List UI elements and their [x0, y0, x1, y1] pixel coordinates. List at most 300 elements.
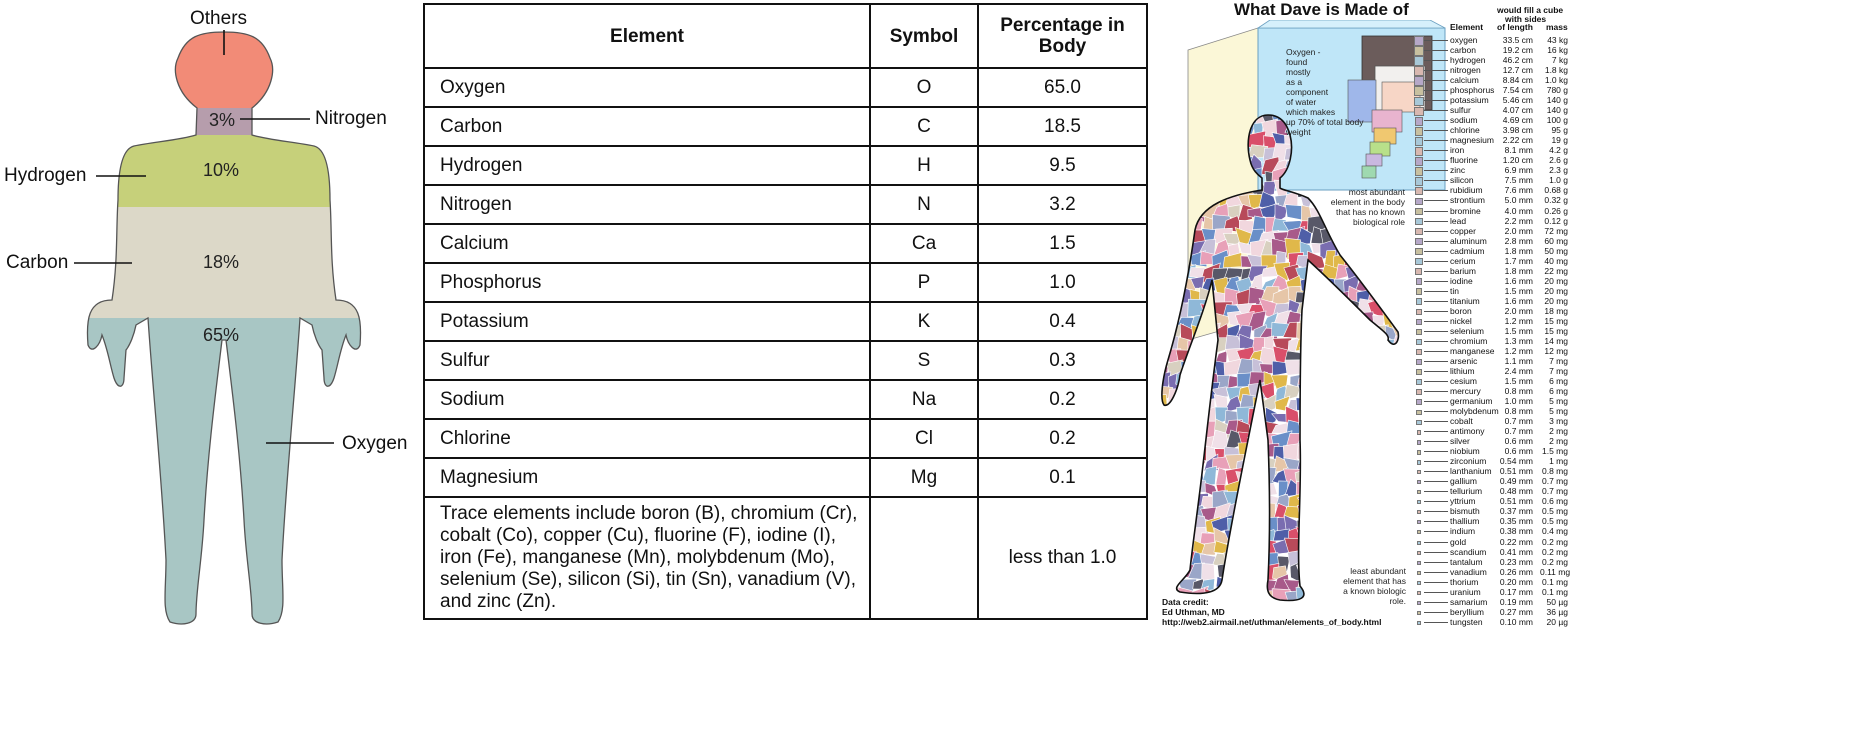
dave-row-length: 0.7 mm	[1504, 416, 1533, 427]
mosaic-tile	[1358, 407, 1374, 423]
dave-row-element: gallium	[1450, 476, 1477, 487]
table-row	[424, 68, 1147, 107]
credit-line: Data credit:	[1162, 597, 1209, 607]
dave-row-leader	[1424, 451, 1448, 452]
mosaic-tile	[1324, 514, 1340, 534]
dave-row-leader	[1424, 271, 1448, 272]
dave-row-leader	[1424, 331, 1448, 332]
mosaic-tile	[1308, 479, 1324, 497]
mosaic-tile	[1397, 434, 1409, 449]
mosaic-tile	[1372, 445, 1388, 460]
mosaic-tile	[1156, 203, 1168, 221]
dave-row-leader	[1424, 602, 1448, 603]
mosaic-tile	[1165, 108, 1183, 125]
dave-row-element: lithium	[1450, 365, 1475, 376]
mosaic-tile	[1343, 471, 1364, 487]
cell-element: Potassium	[424, 302, 870, 341]
dave-row-element: oxygen	[1450, 35, 1478, 45]
cube-phosphorus	[1374, 128, 1396, 144]
dave-row-swatch	[1415, 268, 1422, 275]
table-header-row	[424, 4, 1147, 68]
mosaic-tile	[1166, 119, 1183, 136]
dave-row-swatch	[1417, 530, 1421, 534]
dave-col-length: of length	[1497, 22, 1533, 32]
dave-row-element: silver	[1450, 436, 1470, 447]
dave-row-element: molybdenum	[1450, 406, 1499, 417]
dave-row-element: iron	[1450, 145, 1465, 156]
dave-row-mass: 50 µg	[1546, 596, 1568, 607]
mosaic-tile	[1155, 278, 1171, 290]
mosaic-tile	[1156, 337, 1172, 354]
mosaic-tile	[1298, 419, 1315, 436]
dave-row-leader	[1424, 90, 1448, 91]
dave-row-mass: 100 g	[1546, 115, 1568, 126]
cell-percent: 0.2	[978, 419, 1147, 458]
dave-row-mass: 140 g	[1546, 95, 1568, 106]
dave-row-swatch	[1414, 36, 1424, 46]
mosaic-tile	[1356, 322, 1374, 339]
dave-row-length: 0.35 mm	[1499, 516, 1533, 527]
mosaic-tile	[1321, 454, 1337, 473]
dave-row-leader	[1424, 180, 1448, 181]
dave-col-element: Element	[1450, 22, 1484, 32]
mosaic-tile	[1239, 554, 1255, 571]
mosaic-tile	[1356, 505, 1373, 517]
mosaic-tile	[1358, 358, 1376, 380]
mosaic-tile	[1398, 397, 1409, 414]
dave-row-swatch	[1415, 167, 1423, 175]
dave-row-element: vanadium	[1450, 566, 1487, 577]
mosaic-tile	[1369, 364, 1387, 378]
mosaic-tile	[1321, 387, 1338, 398]
dave-row-length: 1.5 mm	[1504, 285, 1533, 296]
dave-row-length: 5.0 mm	[1504, 195, 1533, 206]
mosaic-tile	[1335, 230, 1348, 245]
dave-row-length: 0.27 mm	[1499, 606, 1533, 617]
mosaic-tile	[1345, 424, 1365, 439]
label-nitrogen: Nitrogen	[315, 108, 387, 129]
dave-row-length: 1.6 mm	[1504, 295, 1533, 306]
dave-row-leader	[1424, 562, 1448, 563]
dave-row-leader	[1424, 552, 1448, 553]
mosaic-tile	[1309, 300, 1326, 319]
dave-row-length: 0.17 mm	[1499, 586, 1533, 597]
dave-row-element: samarium	[1450, 596, 1488, 607]
mosaic-tile	[1379, 238, 1400, 256]
mosaic-tile	[1189, 388, 1205, 401]
dave-row-mass: 0.1 mg	[1542, 586, 1568, 597]
mosaic-tile	[1347, 227, 1363, 248]
cell-percent: 65.0	[978, 68, 1147, 107]
cell-symbol: N	[870, 185, 978, 224]
dave-row-element: yttrium	[1450, 496, 1476, 507]
dave-row-leader	[1424, 130, 1448, 131]
pct-oxygen: 65%	[202, 325, 240, 345]
dave-row-length: 0.6 mm	[1504, 446, 1533, 457]
dave-row-length: 1.8 mm	[1504, 265, 1533, 276]
dave-row-swatch	[1414, 76, 1423, 85]
mosaic-tile	[1177, 527, 1195, 543]
dave-row-leader	[1424, 40, 1448, 41]
mosaic-tile	[1321, 337, 1338, 356]
mosaic-tile	[1252, 468, 1268, 484]
label-oxygen: Oxygen	[342, 433, 408, 454]
mosaic-tile	[1299, 553, 1312, 569]
mosaic-tile	[1308, 347, 1328, 366]
dave-row-element: tungsten	[1450, 616, 1483, 627]
mosaic-tile	[1250, 576, 1264, 593]
mosaic-tile	[1397, 466, 1409, 484]
dave-row-swatch	[1416, 379, 1422, 385]
mosaic-tile	[1285, 205, 1303, 220]
cell-element: Nitrogen	[424, 185, 870, 224]
mosaic-tile	[1332, 504, 1352, 519]
mosaic-tile	[1308, 502, 1325, 519]
dave-row-mass: 19 g	[1551, 135, 1568, 146]
dave-row-swatch	[1415, 187, 1423, 195]
mosaic-tile	[1392, 478, 1411, 497]
mosaic-tile	[1152, 243, 1168, 256]
dave-row-length: 4.0 mm	[1504, 205, 1533, 216]
dave-row-mass: 5 mg	[1549, 396, 1568, 407]
dave-row-swatch	[1415, 228, 1423, 236]
mosaic-tile	[1391, 347, 1412, 365]
dave-row-element: potassium	[1450, 95, 1489, 106]
dave-row-leader	[1424, 211, 1448, 212]
mosaic-tile	[1372, 382, 1388, 402]
mosaic-tile	[1331, 430, 1349, 451]
mosaic-tile	[1324, 507, 1340, 519]
dave-row-mass: 12 mg	[1544, 345, 1568, 356]
dave-row-mass: 0.7 mg	[1542, 476, 1568, 487]
dave-row-length: 0.6 mm	[1504, 436, 1533, 447]
mosaic-tile	[1321, 556, 1337, 570]
dave-row-leader	[1424, 231, 1448, 232]
dave-row-swatch	[1415, 238, 1422, 245]
mosaic-tile	[1307, 551, 1326, 567]
mosaic-tile	[1167, 172, 1182, 186]
dave-row-mass: 43 kg	[1547, 35, 1568, 45]
dave-row-element: iodine	[1450, 275, 1473, 286]
dave-row-mass: 0.11 mg	[1540, 566, 1571, 577]
mosaic-tile	[1252, 480, 1265, 500]
mosaic-tile	[1168, 422, 1181, 437]
dave-row-length: 3.98 cm	[1502, 125, 1533, 136]
dave-row-element: boron	[1450, 305, 1472, 316]
mosaic-tile	[1369, 409, 1385, 425]
mosaic-tile	[1355, 543, 1375, 555]
element-percentage-table	[423, 3, 1148, 620]
dave-row-mass: 7 mg	[1549, 365, 1568, 376]
cell-percent: 0.1	[978, 458, 1147, 497]
mosaic-tile	[1188, 394, 1206, 414]
mosaic-tile	[1392, 232, 1412, 246]
dave-row-mass: 50 mg	[1544, 245, 1568, 256]
mosaic-tile	[1347, 239, 1364, 259]
dave-row-length: 7.54 cm	[1502, 85, 1533, 96]
cell-symbol: H	[870, 146, 978, 185]
cell-element: Carbon	[424, 107, 870, 146]
dave-row-element: cesium	[1450, 376, 1477, 387]
dave-row-element: manganese	[1450, 345, 1495, 356]
mosaic-tile	[1348, 526, 1365, 545]
dave-row-mass: 14 mg	[1544, 335, 1568, 346]
mosaic-tile	[1344, 365, 1364, 380]
dave-row-element: nickel	[1450, 315, 1472, 326]
mosaic-tile	[1152, 184, 1168, 196]
mosaic-tile	[1372, 396, 1388, 409]
mosaic-tile	[1152, 327, 1172, 341]
dave-row-swatch	[1414, 56, 1424, 66]
mosaic-tile	[1392, 505, 1413, 523]
dave-row-mass: 0.12 g	[1544, 215, 1568, 226]
dave-row-length: 0.41 mm	[1499, 546, 1533, 557]
mosaic-tile	[1358, 312, 1375, 327]
mosaic-tile	[1309, 396, 1328, 413]
table-row	[424, 419, 1147, 458]
mosaic-tile	[1345, 335, 1359, 352]
mosaic-tile	[1380, 350, 1396, 367]
mosaic-tile	[1315, 528, 1327, 544]
mosaic-tile	[1153, 435, 1171, 450]
mosaic-tile	[1397, 290, 1413, 306]
mosaic-tile	[1312, 459, 1328, 473]
dave-row-mass: 15 mg	[1544, 325, 1568, 336]
dave-row-length: 0.20 mm	[1499, 576, 1533, 587]
dave-row-element: bismuth	[1450, 506, 1480, 517]
dave-row-element: sodium	[1450, 115, 1478, 126]
mosaic-tile	[1157, 136, 1167, 148]
label-hydrogen: Hydrogen	[4, 165, 87, 186]
dave-row-mass: 0.7 mg	[1542, 486, 1568, 497]
dave-col-mass: mass	[1546, 22, 1568, 32]
cell-percent: 0.2	[978, 380, 1147, 419]
cell-percent: 0.4	[978, 302, 1147, 341]
mosaic-tile	[1235, 505, 1253, 521]
dave-row-leader	[1424, 471, 1448, 472]
dave-row-mass: 16 kg	[1547, 45, 1568, 56]
mosaic-tile	[1152, 300, 1168, 318]
mosaic-tile	[1381, 479, 1401, 499]
dave-row-leader	[1424, 160, 1448, 161]
dave-row-swatch	[1416, 309, 1422, 315]
rubidium-note-line: that has no known	[1336, 207, 1405, 217]
dave-row-mass: 6 mg	[1549, 376, 1568, 387]
vanadium-note-line: a known biologic	[1343, 586, 1406, 596]
dave-row-element: nitrogen	[1450, 65, 1481, 76]
cell-symbol: P	[870, 263, 978, 302]
mosaic-tile	[1359, 253, 1376, 270]
mosaic-tile	[1309, 544, 1325, 560]
mosaic-tile	[1370, 540, 1388, 558]
mosaic-tile	[1325, 432, 1337, 450]
dave-row-element: lead	[1450, 215, 1467, 226]
mosaic-tile	[1165, 230, 1185, 246]
mosaic-tile	[1152, 552, 1171, 571]
dave-row-length: 2.0 mm	[1504, 305, 1533, 316]
mosaic-tile	[1252, 527, 1268, 548]
mosaic-tile	[1152, 507, 1172, 523]
mosaic-tile	[1249, 569, 1262, 583]
mosaic-tile	[1404, 496, 1425, 509]
mosaic-tile	[1383, 412, 1395, 425]
mosaic-tile	[1360, 423, 1376, 439]
mosaic-tile	[1201, 354, 1216, 362]
mosaic-tile	[1374, 240, 1384, 257]
mosaic-tile	[1313, 409, 1325, 428]
mosaic-tile	[1249, 493, 1268, 509]
dave-row-element: zirconium	[1450, 456, 1487, 467]
cell-percent: 9.5	[978, 146, 1147, 185]
header-element: Element	[424, 4, 870, 68]
dave-row-element: selenium	[1450, 325, 1485, 336]
oxygen-note-line: as a	[1286, 77, 1303, 87]
dave-row-length: 1.0 mm	[1504, 396, 1533, 407]
cell-symbol: Cl	[870, 419, 978, 458]
mosaic-tile	[1309, 287, 1327, 306]
mosaic-tile	[1320, 348, 1337, 365]
rubidium-note-line: element in the body	[1330, 197, 1405, 207]
dave-row-element: barium	[1450, 265, 1476, 276]
mosaic-tile	[1239, 520, 1255, 531]
cell-percent: 3.2	[978, 185, 1147, 224]
dave-row-element: fluorine	[1450, 155, 1478, 166]
dave-header-line1: would fill a cube	[1497, 5, 1564, 15]
cell-percent: 18.5	[978, 107, 1147, 146]
mosaic-tile	[1383, 506, 1398, 524]
dave-row-element: phosphorus	[1450, 85, 1495, 96]
mosaic-tile	[1225, 578, 1242, 594]
dave-row-leader	[1424, 110, 1448, 111]
dave-row-swatch	[1417, 571, 1421, 575]
mosaic-tile	[1367, 227, 1384, 245]
mosaic-tile	[1163, 181, 1183, 199]
dave-row-element: thorium	[1450, 576, 1479, 587]
dave-row-leader	[1424, 321, 1448, 322]
mosaic-tile	[1393, 422, 1412, 439]
mosaic-tile	[1325, 401, 1340, 411]
mosaic-tile	[1368, 517, 1383, 536]
mosaic-tile	[1332, 410, 1352, 421]
mosaic-tile	[1358, 470, 1374, 484]
mosaic-tile	[1247, 551, 1268, 572]
mosaic-tile	[1170, 458, 1181, 474]
dave-row-length: 1.2 mm	[1504, 315, 1533, 326]
cell-percent: 0.3	[978, 341, 1147, 380]
mosaic-tile	[1359, 518, 1376, 536]
mosaic-tile	[1190, 479, 1207, 492]
dave-row-swatch	[1415, 218, 1423, 226]
dave-row-leader	[1424, 501, 1448, 502]
mosaic-tile	[1355, 227, 1376, 246]
mosaic-tile	[1335, 386, 1352, 404]
table-row	[424, 302, 1147, 341]
cell-symbol: C	[870, 107, 978, 146]
mosaic-tile	[1190, 358, 1205, 375]
table-row	[424, 146, 1147, 185]
cell-symbol: Mg	[870, 458, 978, 497]
dave-row-leader	[1424, 531, 1448, 532]
mosaic-tile	[1368, 431, 1388, 448]
mosaic-tile	[1393, 362, 1413, 374]
mosaic-tile	[1152, 229, 1168, 248]
dave-row-length: 1.1 mm	[1504, 355, 1533, 366]
cell-symbol: O	[870, 68, 978, 107]
cell-trace-percent: less than 1.0	[978, 497, 1147, 619]
cube-top-face	[1258, 20, 1445, 28]
dave-row-leader	[1424, 150, 1448, 151]
pct-carbon: 18%	[202, 252, 240, 272]
dave-row-length: 0.38 mm	[1499, 526, 1533, 537]
mosaic-tile	[1313, 323, 1323, 337]
mosaic-tile	[1239, 578, 1252, 595]
table-row	[424, 458, 1147, 497]
mosaic-tile	[1320, 491, 1339, 511]
mosaic-tile	[1164, 275, 1184, 290]
dave-row-swatch	[1416, 369, 1422, 375]
dave-data-credit	[1162, 597, 1381, 627]
mosaic-tile	[1332, 470, 1352, 487]
dave-row-swatch	[1417, 510, 1421, 514]
mosaic-tile	[1295, 292, 1317, 304]
mosaic-tile	[1165, 217, 1183, 234]
mosaic-tile	[1344, 446, 1364, 460]
mosaic-tile	[1335, 323, 1353, 342]
mosaic-tile	[1392, 527, 1411, 545]
dave-row-mass: 780 g	[1546, 85, 1568, 96]
dave-row-leader	[1424, 391, 1448, 392]
dave-row-leader	[1424, 341, 1448, 342]
cell-symbol: S	[870, 341, 978, 380]
dave-row-length: 46.2 cm	[1502, 55, 1533, 66]
mosaic-tile	[1224, 553, 1245, 569]
dave-row-swatch	[1415, 147, 1424, 156]
dave-row-length: 0.19 mm	[1499, 596, 1533, 607]
mosaic-tile	[1155, 292, 1171, 305]
mosaic-tile	[1359, 480, 1376, 496]
mosaic-tile	[1392, 254, 1409, 272]
mosaic-tile	[1404, 532, 1425, 545]
mosaic-tile	[1334, 359, 1349, 377]
dave-row-leader	[1424, 221, 1448, 222]
mosaic-tile	[1312, 492, 1328, 510]
header-percentage: Percentage in Body	[978, 4, 1147, 68]
mosaic-tile	[1164, 539, 1184, 556]
mosaic-tile	[1152, 495, 1169, 511]
mosaic-tile	[1356, 372, 1372, 390]
mosaic-tile	[1165, 569, 1183, 581]
dave-row-element: titanium	[1450, 295, 1480, 306]
dave-row-length: 0.7 mm	[1504, 426, 1533, 437]
mosaic-tile	[1334, 459, 1353, 475]
dave-row-leader	[1424, 120, 1448, 121]
dave-row-swatch	[1415, 157, 1423, 165]
dave-row-element: copper	[1450, 225, 1476, 236]
mosaic-tile	[1393, 517, 1412, 536]
dave-row-length: 0.22 mm	[1499, 536, 1533, 547]
dave-row-length: 0.51 mm	[1499, 466, 1533, 477]
mosaic-tile	[1313, 443, 1323, 460]
mosaic-tile	[1381, 531, 1400, 546]
dave-row-leader	[1424, 241, 1448, 242]
dave-row-leader	[1424, 200, 1448, 201]
mosaic-tile	[1153, 443, 1173, 460]
mosaic-tile	[1380, 497, 1399, 512]
dave-row-mass: 22 mg	[1544, 265, 1568, 276]
dave-row-swatch	[1417, 601, 1421, 605]
mosaic-tile	[1392, 454, 1411, 473]
mosaic-tile	[1396, 540, 1409, 555]
